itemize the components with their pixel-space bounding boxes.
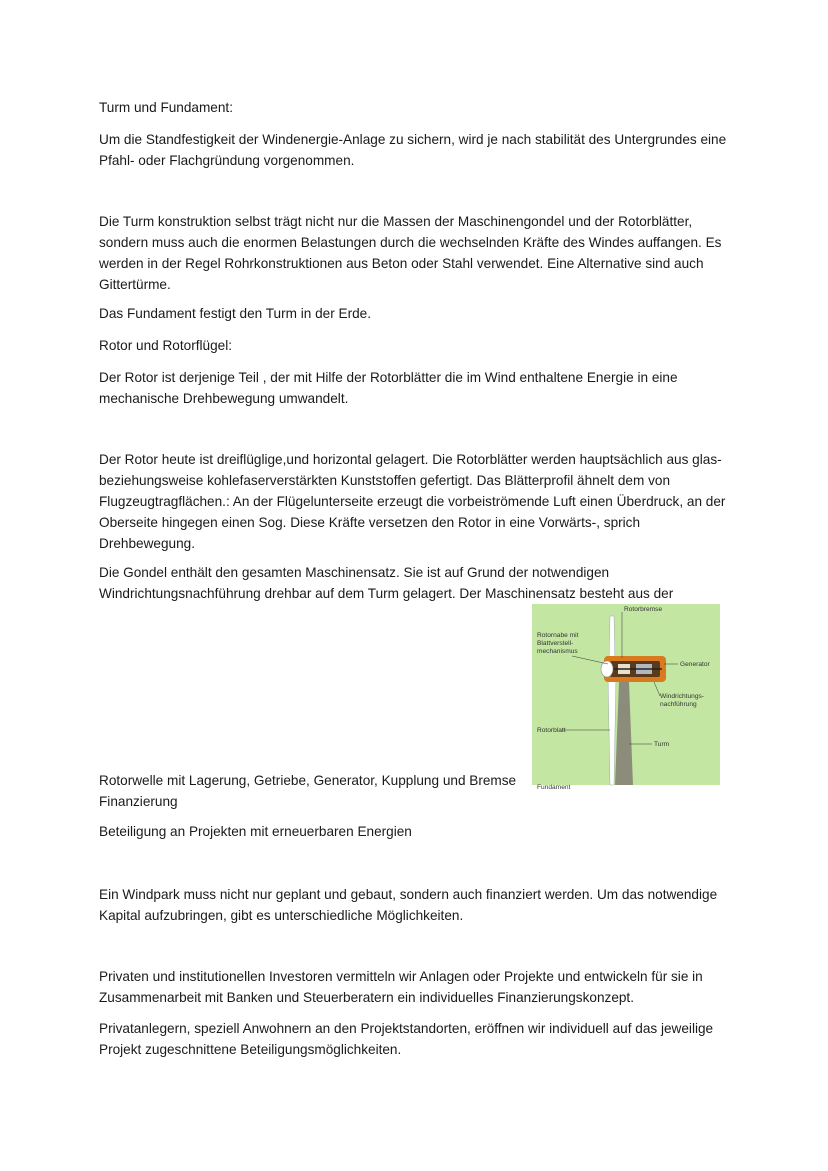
heading-turm-und-fundament: Turm und Fundament:	[99, 100, 233, 115]
label-rotornabe-2: Blattverstell-	[537, 640, 574, 647]
heading-rotor-und-rotorfluegel: Rotor und Rotorflügel:	[99, 338, 232, 353]
paragraph-turmkonstruktion: Die Turm konstruktion selbst trägt nicht nur die Massen der Maschinengondel und der Rotorblätter, sondern muss auch die enormen Belastungen durch die wechselnden Kräfte des Windes auffangen. Es werden in der Regel Rohrkonstruktionen aus Beton oder Stahl verwendet. Eine Alternative sind auch Gittertürme.	[99, 214, 722, 292]
paragraph-gondel: Die Gondel enthält den gesamten Maschinensatz. Sie ist auf Grund der notwendigen Windrichtungsnachführung drehbar auf dem Turm gelagert. Der Maschinensatz besteht aus der	[99, 565, 674, 601]
heading-finanzierung: Finanzierung	[99, 794, 178, 809]
paragraph-investoren: Privaten und institutionellen Investoren vermitteln wir Anlagen oder Projekte und entwickeln für sie in Zusammenarbeit mit Banken und Steuerberatern ein individuelles Finanzierungskonzept.	[99, 969, 703, 1005]
label-windrichtung-1: Windrichtungs-	[660, 693, 704, 700]
rotor-blade-upper	[609, 616, 615, 662]
paragraph-standfestigkeit: Um die Standfestigkeit der Windenergie-Anlage zu sichern, wird je nach stabilität des Untergrundes eine Pfahl- oder Flachgründung vorgenommen.	[99, 132, 727, 168]
label-rotornabe-3: mechanismus	[537, 648, 578, 655]
paragraph-windpark-finanzierung: Ein Windpark muss nicht nur geplant und gebaut, sondern auch finanziert werden. Um das notwendige Kapital aufzubringen, gibt es unterschiedliche Möglichkeiten.	[99, 887, 718, 923]
label-fundament: Fundament	[537, 784, 571, 791]
label-turm: Turm	[654, 741, 670, 748]
label-generator: Generator	[680, 661, 710, 668]
label-rotornabe-1: Rotornabe mit	[537, 632, 579, 639]
paragraph-maschinensatz: Rotorwelle mit Lagerung, Getriebe, Generator, Kupplung und Bremse	[99, 773, 517, 788]
heading-beteiligung: Beteiligung an Projekten mit erneuerbaren Energien	[99, 824, 412, 839]
rotor-hub	[601, 661, 613, 677]
label-rotorbremse: Rotorbremse	[624, 606, 663, 613]
wind-turbine-diagram	[532, 604, 720, 791]
label-windrichtung-2: nachführung	[660, 701, 697, 708]
paragraph-fundament: Das Fundament festigt den Turm in der Erde.	[99, 306, 372, 321]
label-rotorblatt: Rotorblatt	[537, 727, 566, 734]
paragraph-rotor-aufbau: Der Rotor heute ist dreiflüglige,und horizontal gelagert. Die Rotorblätter werden hauptsächlich aus glas- beziehungsweise kohlefaserverstärkten Kunststoffen gefertigt. Das Blätterprofil ähnelt dem von Flugzeugtragflächen.: An der Flügelunterseite erzeugt die vorbeiströmende Luft einen Überdruck, an der Oberseite hingegen einen Sog. Diese Kräfte versetzen den Rotor in eine Vorwärts-, sprich Drehbewegung.	[99, 452, 726, 551]
paragraph-privatanleger: Privatanlegern, speziell Anwohnern an den Projektstandorten, eröffnen wir individuell auf das jeweilige Projekt zugeschnittene Beteiligungsmöglichkeiten.	[99, 1021, 714, 1057]
paragraph-rotor-definition: Der Rotor ist derjenige Teil , der mit Hilfe der Rotorblätter die im Wind enthaltene Energie in eine mechanische Drehbewegung umwandelt.	[99, 370, 678, 406]
